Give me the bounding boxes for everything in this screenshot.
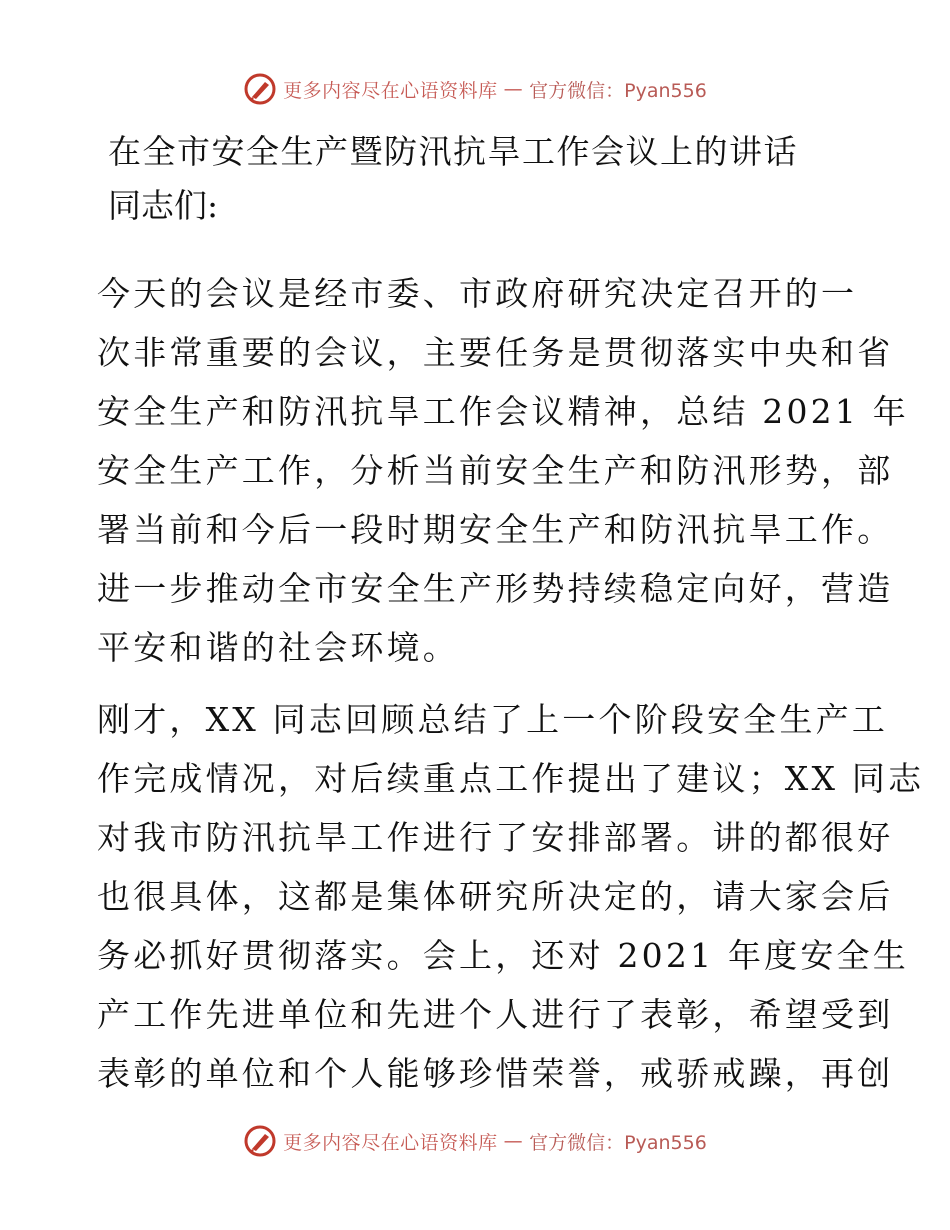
text-line: 今天的会议是经市委、市政府研究决定召开的一 <box>97 274 858 313</box>
paragraph-2 <box>97 690 925 1103</box>
text-line: 表彰的单位和个人能够珍惜荣誉，戒骄戒躁，再创 <box>97 1054 894 1093</box>
pen-logo-icon <box>243 1124 277 1158</box>
text-line: 作完成情况，对后续重点工作提出了建议；XX 同志 <box>97 759 925 798</box>
watermark-dash: — <box>503 78 524 100</box>
text-line: 安全生产和防汛抗旱工作会议精神，总结 2021 年 <box>97 392 909 431</box>
text-line: 刚才，XX 同志回顾总结了上一个阶段安全生产工 <box>97 700 889 739</box>
text-line: 安全生产工作，分析当前安全生产和防汛形势，部 <box>97 451 894 490</box>
paragraph-1 <box>97 264 909 677</box>
text-line: 也很具体，这都是集体研究所决定的，请大家会后 <box>97 877 894 916</box>
watermark-wechat: 官方微信：Pyan556 <box>529 79 707 102</box>
footer-watermark <box>0 1124 950 1158</box>
salutation: 同志们: <box>108 186 219 225</box>
text-line: 署当前和今后一段时期安全生产和防汛抗旱工作。 <box>97 510 894 549</box>
text-line: 平安和谐的社会环境。 <box>97 628 459 667</box>
header-watermark <box>0 72 950 106</box>
watermark-text: 更多内容尽在心语资料库 <box>283 1131 498 1154</box>
text-line: 务必抓好贯彻落实。会上，还对 2021 年度安全生 <box>97 936 909 975</box>
text-line: 进一步推动全市安全生产形势持续稳定向好，营造 <box>97 569 894 608</box>
page-title: 在全市安全生产暨防汛抗旱工作会议上的讲话 <box>108 132 798 171</box>
pen-logo-icon <box>243 72 277 106</box>
watermark-dash: — <box>503 1130 524 1152</box>
watermark-text: 更多内容尽在心语资料库 <box>283 79 498 102</box>
text-line: 对我市防汛抗旱工作进行了安排部署。讲的都很好 <box>97 818 894 857</box>
text-line: 次非常重要的会议，主要任务是贯彻落实中央和省 <box>97 333 894 372</box>
watermark-wechat: 官方微信：Pyan556 <box>529 1131 707 1154</box>
text-line: 产工作先进单位和先进个人进行了表彰，希望受到 <box>97 995 894 1034</box>
